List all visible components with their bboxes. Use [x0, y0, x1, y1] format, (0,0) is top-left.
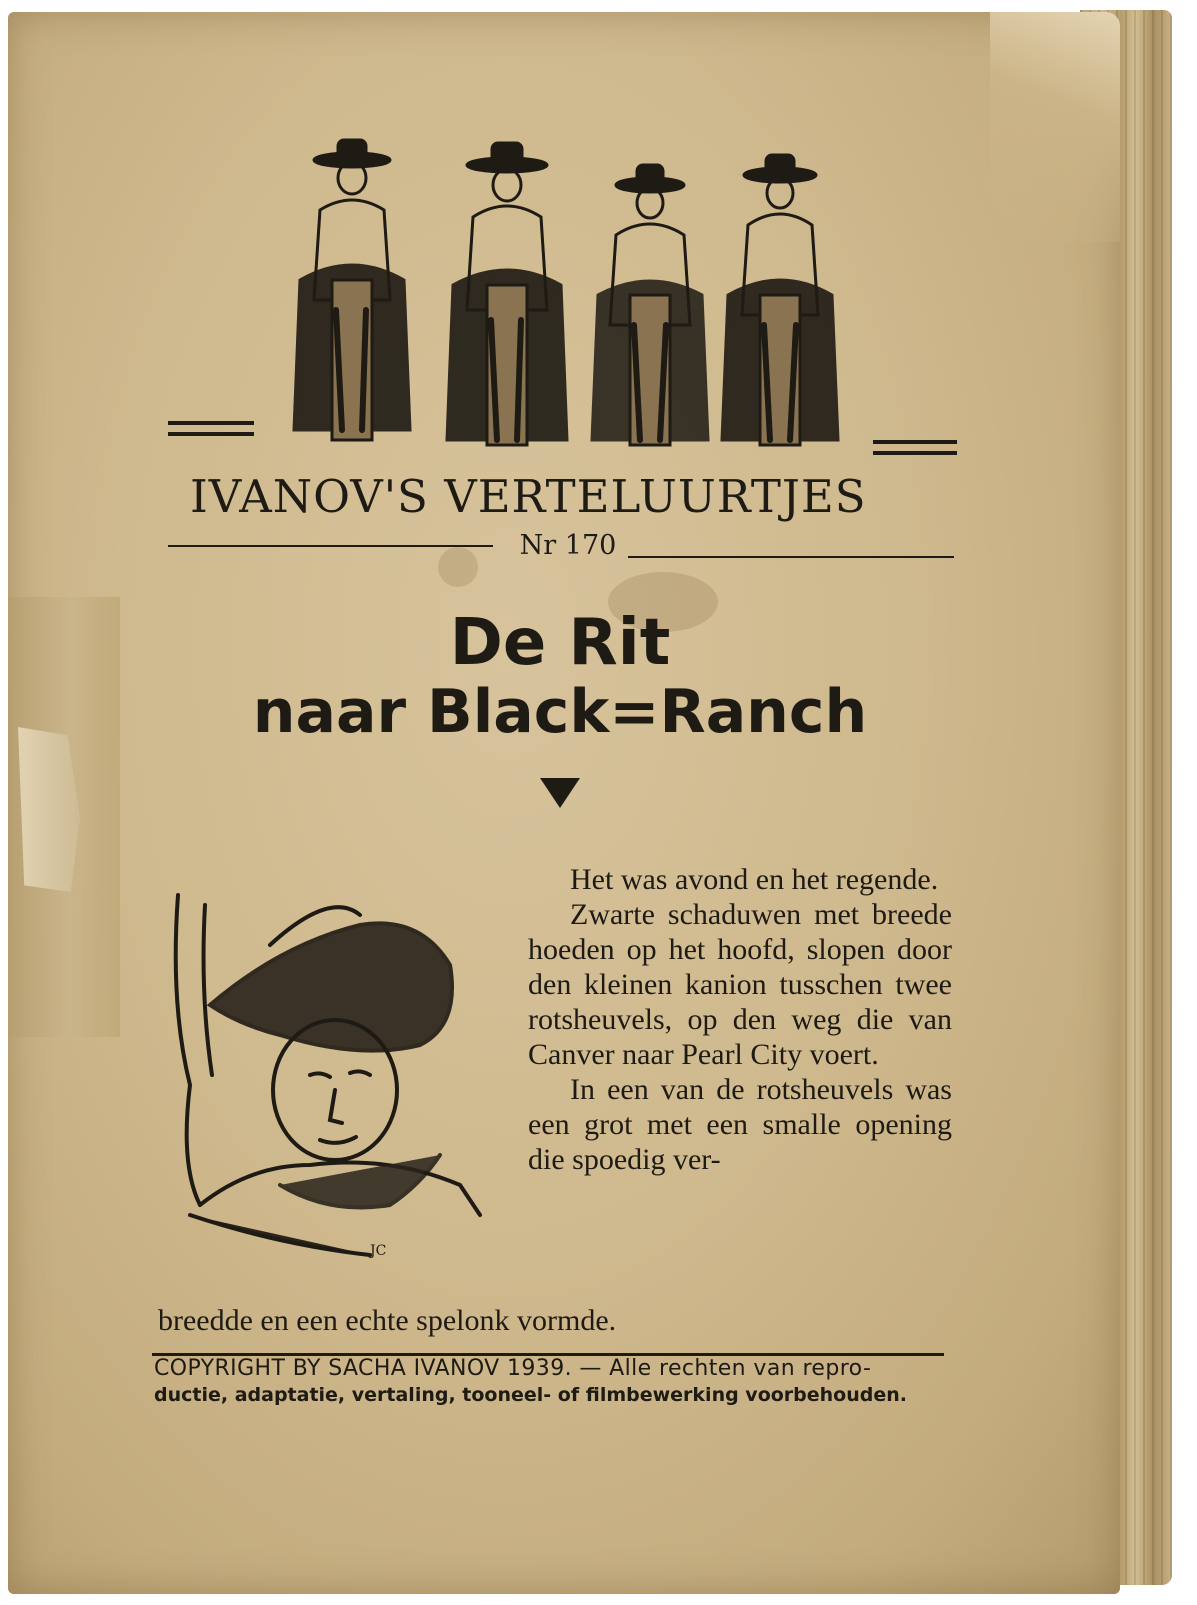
rider-4	[722, 155, 838, 445]
issue-rule-right	[628, 556, 954, 558]
four-riders-illustration	[270, 130, 860, 470]
header-rule-left	[168, 432, 254, 436]
header-rule-right	[873, 440, 957, 444]
story-paragraph: Zwarte schaduwen met breede hoeden op het hoofd, slopen door den kleinen kanion tusschen twee rotsheuvels, op den weg die van Canver naar Pearl City voert.	[528, 898, 952, 1071]
stain	[438, 547, 478, 587]
copyright-line-1: COPYRIGHT BY SACHA IVANOV 1939. — Alle rechten van repro-	[154, 1356, 872, 1381]
worn-corner	[990, 12, 1120, 242]
series-title: IVANOV'S VERTELUURTJES	[190, 470, 867, 523]
issue-rule-left	[168, 545, 493, 547]
rider-3	[592, 165, 708, 445]
story-title-line-1: De Rit	[449, 606, 671, 680]
copyright-notice	[154, 1356, 944, 1406]
story-continuation: breedde en een echte spelonk vormde.	[158, 1304, 617, 1337]
issue-number: Nr 170	[519, 530, 617, 561]
copyright-line-2: ductie, adaptatie, vertaling, tooneel- of filmbewerking voorbehouden.	[154, 1384, 907, 1406]
header-rule-right	[873, 451, 957, 455]
story-paragraph: Het was avond en het regende.	[570, 863, 939, 896]
artist-signature: JC	[370, 1243, 387, 1259]
rider-1	[294, 140, 410, 440]
cowboy-portrait-illustration	[160, 885, 510, 1275]
story-paragraph: In een van de rotsheuvels was een grot met een smalle opening die spoedig ver-	[528, 1073, 952, 1176]
ornament-triangle	[540, 778, 580, 808]
story-text	[528, 862, 952, 1177]
story-title-line-2: naar Black=Ranch	[252, 677, 868, 748]
story-title	[160, 606, 960, 748]
rider-2	[447, 143, 567, 445]
header-rule-left	[168, 421, 254, 425]
